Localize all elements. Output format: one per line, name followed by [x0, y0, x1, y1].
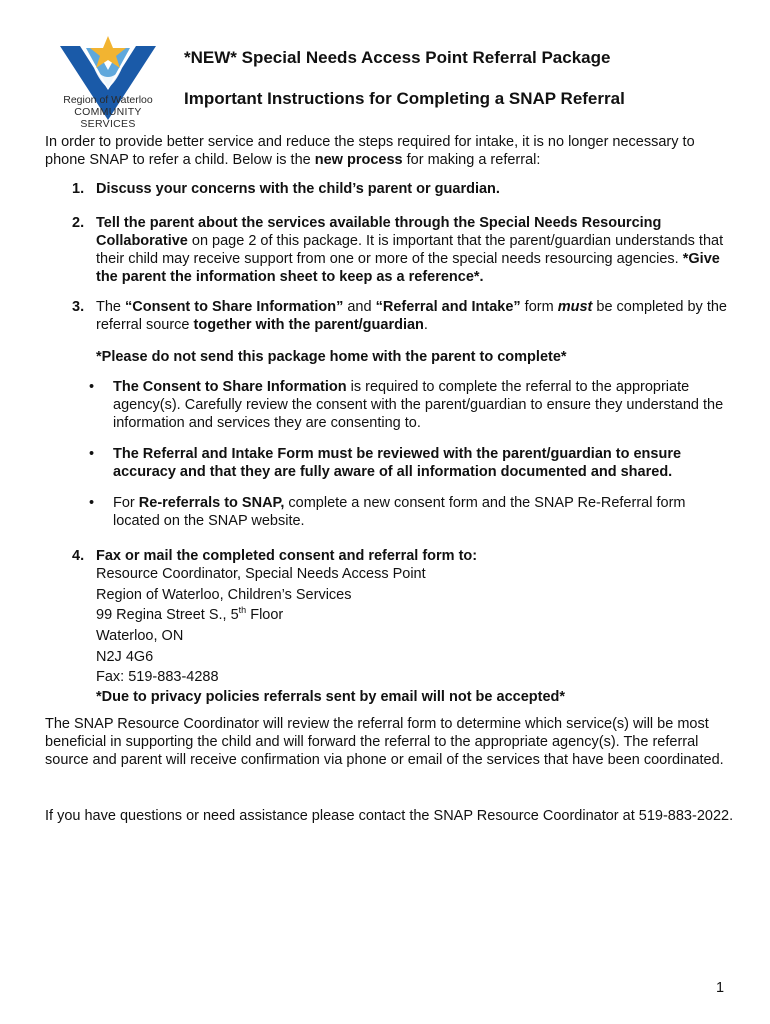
address-line-4: Waterloo, ON	[96, 628, 184, 644]
step-2: 2. Tell the parent about the services available through the Special Needs Resourcing Collaborative on page 2 of this package. It is important that the parent/guardian understands that their child may receive support from one or more of the special needs resourcing agencies. *Give the parent the information sheet to keep as a reference*.	[72, 215, 724, 285]
step-number: 4.	[72, 548, 85, 564]
bullet-re-referrals: • For Re-referrals to SNAP, complete a new consent form and the SNAP Re-Referral form located on the SNAP website.	[89, 495, 686, 529]
page-subtitle: Important Instructions for Completing a SNAP Referral	[184, 89, 625, 108]
privacy-note: *Due to privacy policies referrals sent by email will not be accepted*	[96, 689, 566, 705]
bullet-referral-form: • The Referral and Intake Form must be reviewed with the parent/guardian to ensure accuracy and that they are fully aware of all information documented and shared.	[89, 446, 682, 480]
address-fax: Fax: 519-883-4288	[96, 669, 219, 685]
step-number: 1.	[72, 181, 85, 197]
address-line-1: Resource Coordinator, Special Needs Access Point	[96, 566, 426, 582]
step-number: 3.	[72, 299, 85, 315]
bullet-dot: •	[89, 379, 95, 395]
page-number: 1	[716, 980, 725, 996]
step-1: 1. Discuss your concerns with the child’s parent or guardian.	[72, 181, 500, 197]
step-4: 4. Fax or mail the completed consent and referral form to:	[72, 548, 478, 564]
step-number: 2.	[72, 215, 85, 231]
logo-region-text: Region of Waterloo	[63, 94, 153, 106]
step-3: 3. The “Consent to Share Information” and “Referral and Intake” form must be completed by the referral source together with the parent/guardian.	[72, 299, 727, 333]
warning-note: *Please do not send this package home with the parent to complete*	[96, 349, 567, 365]
closing-paragraph-2: If you have questions or need assistance please contact the SNAP Resource Coordinator at 519-883-2022.	[45, 808, 734, 824]
address-line-3: 99 Regina Street S., 5th Floor	[96, 605, 284, 623]
intro-paragraph: In order to provide better service and reduce the steps required for intake, it is no longer necessary to phone SNAP to refer a child. Below is the new process for making a referral:	[45, 134, 695, 168]
address-postal-code: N2J 4G6	[96, 649, 154, 665]
address-line-2: Region of Waterloo, Children’s Services	[96, 587, 352, 603]
bullet-dot: •	[89, 495, 95, 511]
bullet-consent: • The Consent to Share Information is required to complete the referral to the appropriate agency(s). Carefully review the consent with the parent/guardian to ensure they understand the information and services they are consenting to.	[89, 379, 724, 431]
logo-community-services-text: COMMUNITY SERVICES	[74, 106, 142, 130]
bullet-dot: •	[89, 446, 95, 462]
page-title: *NEW* Special Needs Access Point Referral Package	[184, 48, 611, 67]
closing-paragraph-1: The SNAP Resource Coordinator will review the referral form to determine which service(s) will be most beneficial in supporting the child and will forward the referral to the appropriate agency(s). The referral source and parent will receive confirmation via phone or email of the services that have been coordinated.	[45, 716, 724, 768]
